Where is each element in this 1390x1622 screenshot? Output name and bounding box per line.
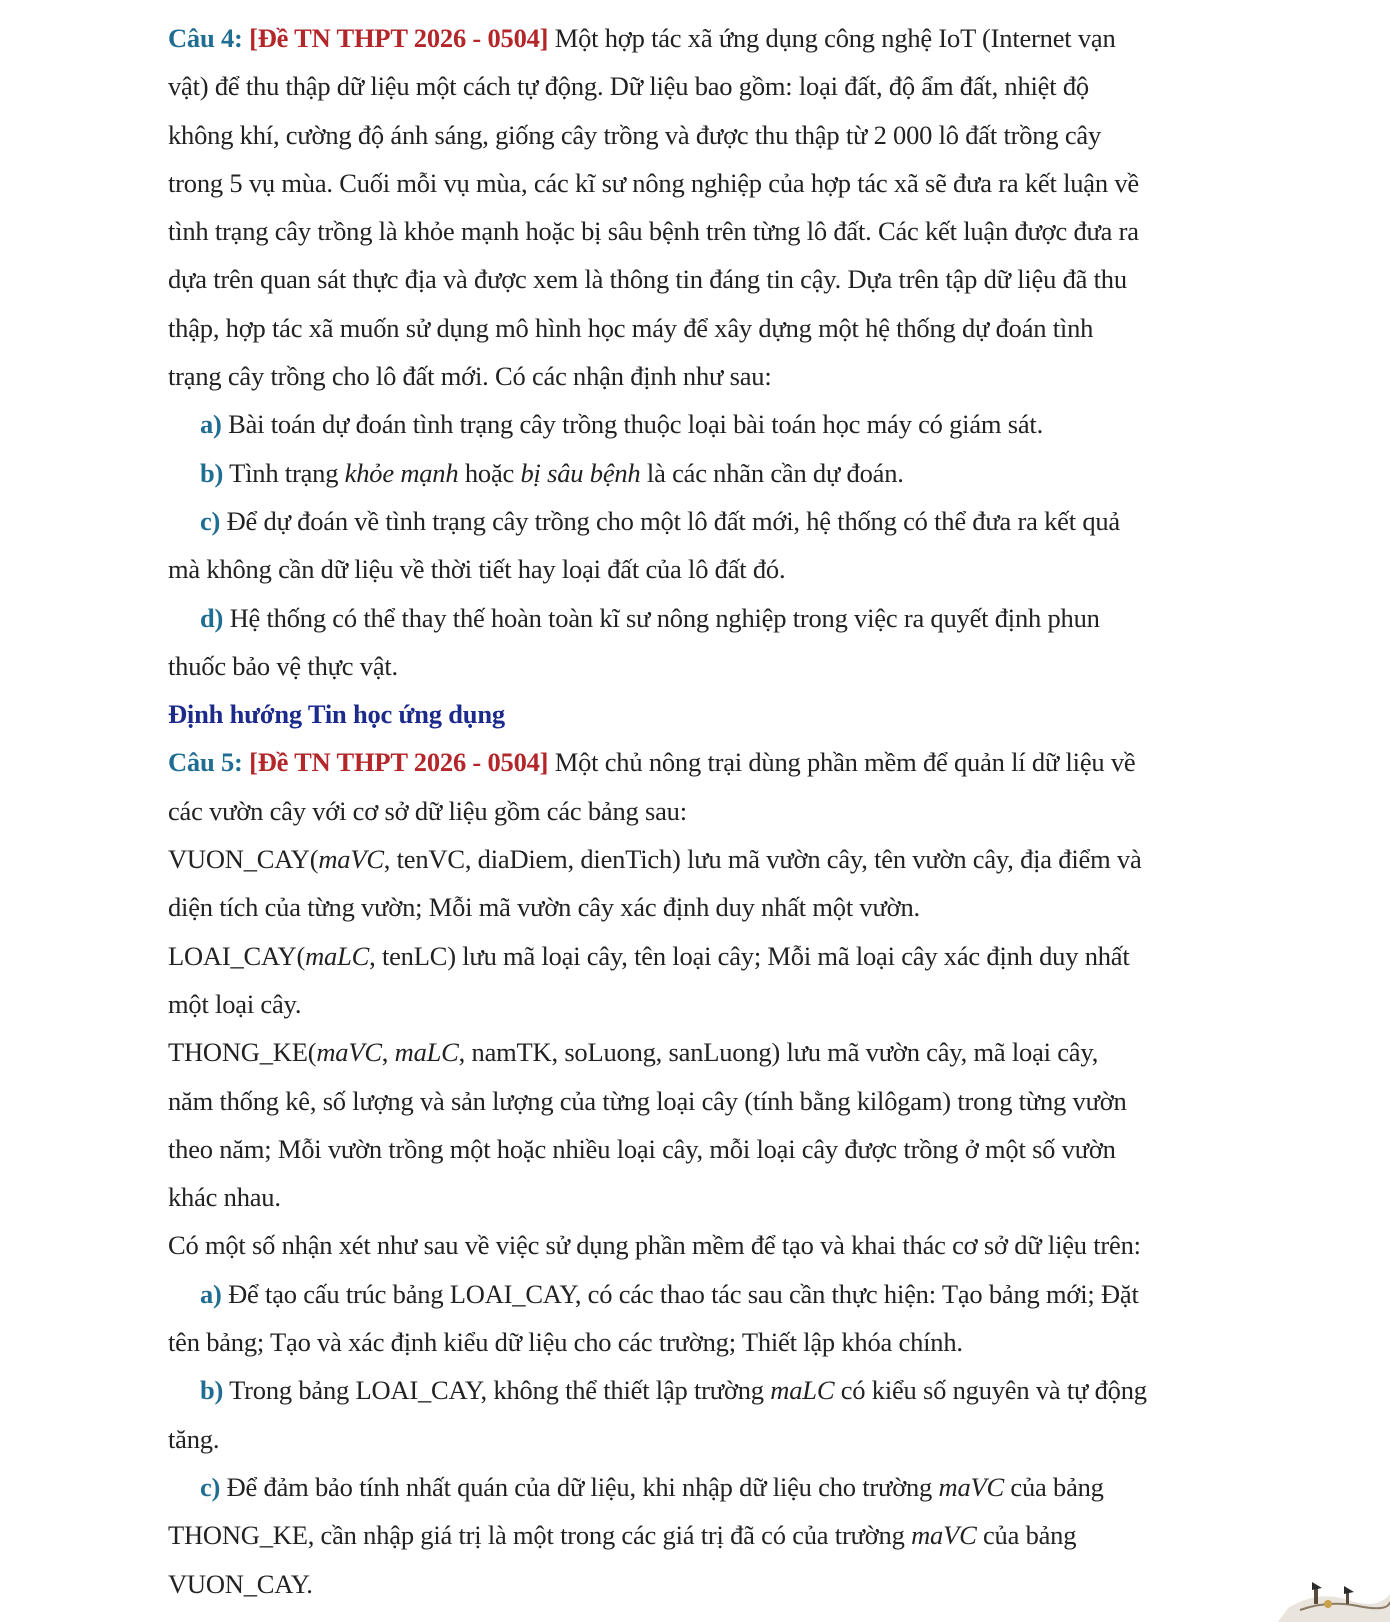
schema-text: VUON_CAY( <box>168 844 319 875</box>
option-text: hoặc <box>458 457 521 488</box>
q4-label: Câu 4: <box>168 23 243 53</box>
option-text: của bảng <box>1004 1471 1104 1502</box>
q4-line-3: không khí, cường độ ánh sáng, giống cây trồng và được thu thập từ 2 000 lô đất trồng cây <box>168 119 1101 150</box>
option-text: Trong bảng LOAI_CAY, không thể thiết lập trường <box>223 1375 771 1406</box>
q5-line-1 <box>168 738 1228 786</box>
q5-option-b <box>168 1366 1228 1414</box>
q5-text: Một chủ nông trại dùng phần mềm để quản lí dữ liệu về <box>548 747 1136 778</box>
schema-text: , tenVC, diaDiem, dienTich) lưu mã vườn cây, tên vườn cây, địa điểm và <box>383 844 1142 875</box>
q4-line-5: tình trạng cây trồng là khỏe mạnh hoặc bị sâu bệnh trên từng lô đất. Các kết luận được đưa ra <box>168 216 1139 247</box>
q4-option-d-cont: thuốc bảo vệ thực vật. <box>168 650 398 681</box>
option-label: c) <box>200 1471 221 1502</box>
option-text: Tình trạng <box>223 457 345 488</box>
q5-line-2: các vườn cây với cơ sở dữ liệu gồm các bảng sau: <box>168 795 687 826</box>
option-label: a) <box>200 409 222 440</box>
option-text: Để dự đoán về tình trạng cây trồng cho một lô đất mới, hệ thống có thể đưa ra kết quả <box>220 505 1120 536</box>
table-loai-cay <box>168 932 1228 980</box>
q5-option-a-cont: tên bảng; Tạo và xác định kiểu dữ liệu cho các trường; Thiết lập khóa chính. <box>168 1327 963 1358</box>
document-page <box>168 14 1228 1608</box>
q5-option-c-cont-2: VUON_CAY. <box>168 1568 313 1599</box>
option-text: có kiểu số nguyên và tự động <box>834 1375 1147 1406</box>
option-label: c) <box>200 505 221 536</box>
option-text: Hệ thống có thể thay thế hoàn toàn kĩ sư nông nghiệp trong việc ra quyết định phun <box>223 602 1100 633</box>
schema-text: , namTK, soLuong, sanLuong) lưu mã vườn cây, mã loại cây, <box>458 1037 1099 1068</box>
q5-label: Câu 5: <box>168 747 243 778</box>
option-text: Bài toán dự đoán tình trạng cây trồng thuộc loại bài toán học máy có giám sát. <box>221 409 1044 440</box>
table-loai-cay-cont: một loại cây. <box>168 988 302 1019</box>
option-italic: maLC <box>770 1375 835 1406</box>
option-label: d) <box>200 602 224 633</box>
option-text: Để đảm bảo tính nhất quán của dữ liệu, khi nhập dữ liệu cho trường <box>220 1471 939 1502</box>
q4-line-6: dựa trên quan sát thực địa và được xem là thông tin đáng tin cậy. Dựa trên tập dữ liệu đã thu <box>168 264 1127 295</box>
schema-text: , tenLC) lưu mã loại cây, tên loại cây; Mỗi mã loại cây xác định duy nhất <box>369 940 1130 971</box>
q4-line-1 <box>168 14 1228 62</box>
table-thong-ke-cont-1: năm thống kê, số lượng và sản lượng của từng loại cây (tính bằng kilôgam) trong từng vườn <box>168 1085 1127 1116</box>
primary-key: maLC <box>305 940 370 971</box>
q4-line-2: vật) để thu thập dữ liệu một cách tự động. Dữ liệu bao gồm: loại đất, độ ẩm đất, nhiệt độ <box>168 71 1089 102</box>
q5-option-b-cont: tăng. <box>168 1423 220 1454</box>
q5-remarks: Có một số nhận xét như sau về việc sử dụng phần mềm để tạo và khai thác cơ sở dữ liệu trên: <box>168 1230 1141 1261</box>
q4-option-d <box>168 594 1228 642</box>
table-thong-ke-cont-2: theo năm; Mỗi vườn trồng một hoặc nhiều loại cây, mỗi loại cây được trồng ở một số vườn <box>168 1133 1116 1164</box>
q4-line-8: trạng cây trồng cho lô đất mới. Có các nhận định như sau: <box>168 361 772 392</box>
table-vuon-cay <box>168 835 1228 883</box>
option-label: b) <box>200 457 224 488</box>
q4-line-4: trong 5 vụ mùa. Cuối mỗi vụ mùa, các kĩ sư nông nghiệp của hợp tác xã sẽ đưa ra kết luận về <box>168 167 1139 198</box>
option-text: Để tạo cấu trúc bảng LOAI_CAY, có các thao tác sau cần thực hiện: Tạo bảng mới; Đặt <box>221 1278 1139 1309</box>
schema-text: THONG_KE( <box>168 1037 317 1068</box>
q5-option-a <box>168 1270 1228 1318</box>
table-thong-ke <box>168 1028 1228 1076</box>
option-italic: bị sâu bệnh <box>520 457 641 488</box>
option-text: của bảng <box>976 1520 1077 1551</box>
option-label: b) <box>200 1375 224 1406</box>
option-text: THONG_KE, cần nhập giá trị là một trong các giá trị đã có của trường <box>168 1520 912 1551</box>
table-thong-ke-cont-3: khác nhau. <box>168 1182 281 1213</box>
q4-line-7: thập, hợp tác xã muốn sử dụng mô hình học máy để xây dựng một hệ thống dự đoán tình <box>168 312 1094 343</box>
section-title: Định hướng Tin học ứng dụng <box>168 699 505 730</box>
q5-source: [Đề TN THPT 2026 - 0504] <box>249 747 549 778</box>
q4-option-b <box>168 449 1228 497</box>
corner-decoration-icon <box>1278 1570 1390 1622</box>
q4-text: Một hợp tác xã ứng dụng công nghệ IoT (Internet vạn <box>548 23 1116 53</box>
schema-text: LOAI_CAY( <box>168 940 306 971</box>
option-italic: maVC <box>911 1520 977 1551</box>
primary-key: maLC <box>394 1037 459 1068</box>
table-vuon-cay-cont: diện tích của từng vườn; Mỗi mã vườn cây xác định duy nhất một vườn. <box>168 892 920 923</box>
q4-option-c <box>168 497 1228 545</box>
schema-text: , <box>381 1037 395 1068</box>
option-italic: khỏe mạnh <box>344 457 459 488</box>
option-label: a) <box>200 1278 222 1309</box>
q4-option-c-cont: mà không cần dữ liệu về thời tiết hay loại đất của lô đất đó. <box>168 554 786 585</box>
primary-key: maVC <box>318 844 384 875</box>
option-italic: maVC <box>938 1471 1004 1502</box>
q4-source: [Đề TN THPT 2026 - 0504] <box>249 23 549 53</box>
q5-option-c-cont-1 <box>168 1511 1228 1559</box>
primary-key: maVC <box>316 1037 382 1068</box>
q5-option-c <box>168 1463 1228 1511</box>
q4-option-a <box>168 400 1228 448</box>
option-text: là các nhãn cần dự đoán. <box>640 457 904 488</box>
